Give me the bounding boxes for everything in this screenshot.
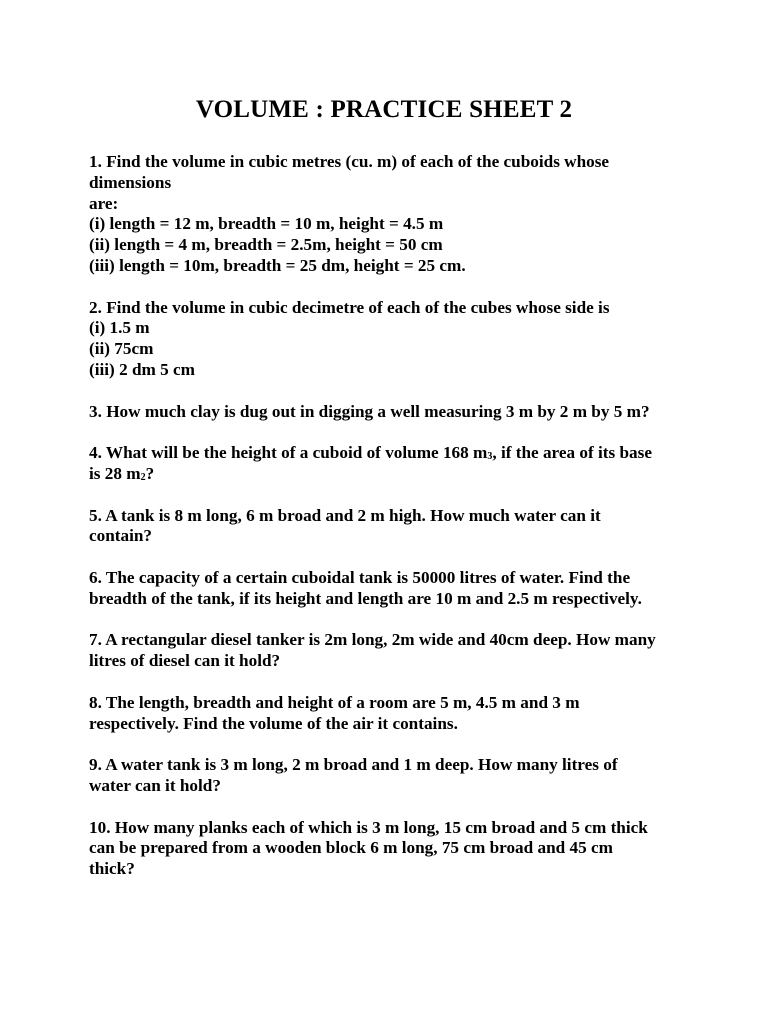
question-7-line-1: 7. A rectangular diesel tanker is 2m long, 2m wide and 40cm deep. How many [89,630,656,650]
question-7-line-2: litres of diesel can it hold? [89,651,281,671]
question-4-line-2-text: is 28 m [89,463,141,483]
question-10-line-3: thick? [89,859,135,879]
question-2 [89,298,689,381]
question-9 [89,755,689,797]
question-10-line-1: 10. How many planks each of which is 3 m long, 15 cm broad and 5 cm thick [89,817,648,837]
question-5 [89,506,689,548]
question-2-line-1: 2. Find the volume in cubic decimetre of each of the cubes whose side is [89,297,610,317]
page-title: VOLUME : PRACTICE SHEET 2 [195,96,573,123]
question-6-line-2: breadth of the tank, if its height and length are 10 m and 2.5 m respectively. [89,588,642,608]
question-8-line-1: 8. The length, breadth and height of a room are 5 m, 4.5 m and 3 m [89,692,580,712]
cubic-exponent: 3 [487,451,493,463]
question-9-line-1: 9. A water tank is 3 m long, 2 m broad and 1 m deep. How many litres of [89,755,618,775]
question-1-part-i: (i) length = 12 m, breadth = 10 m, height = 4.5 m [89,214,444,234]
question-4-line-1 [89,443,689,464]
question-4 [89,443,689,485]
question-4-line-1-text: 4. What will be the height of a cuboid of volume 168 m [89,443,488,463]
question-1-part-iii: (iii) length = 10m, breadth = 25 dm, height = 25 cm. [89,255,466,275]
question-3 [89,402,689,423]
question-1 [89,152,689,277]
question-1-line-1: 1. Find the volume in cubic metres (cu. m) of each of the cuboids whose [89,152,610,171]
question-list [89,152,689,901]
question-1-line-2: dimensions [89,172,172,192]
question-10 [89,818,689,880]
question-4-line-1-rest: , if the area of its base [492,443,652,463]
question-6 [89,568,689,610]
question-1-part-ii: (ii) length = 4 m, breadth = 2.5m, height = 50 cm [89,235,443,255]
question-10-line-2: can be prepared from a wooden block 6 m long, 75 cm broad and 45 cm [89,838,613,858]
question-9-line-2: water can it hold? [89,775,221,795]
question-4-line-2-rest: ? [145,463,155,483]
question-4-line-2 [89,464,689,485]
question-5-line-1: 5. A tank is 8 m long, 6 m broad and 2 m high. How much water can it [89,505,601,525]
question-2-part-iii: (iii) 2 dm 5 cm [89,359,195,379]
square-exponent: 2 [140,471,146,483]
question-2-part-i: (i) 1.5 m [89,318,150,338]
question-8 [89,693,689,735]
question-1-line-3: are: [89,193,119,213]
question-5-line-2: contain? [89,526,153,546]
question-8-line-2: respectively. Find the volume of the air it contains. [89,713,458,733]
question-6-line-1: 6. The capacity of a certain cuboidal tank is 50000 litres of water. Find the [89,567,631,587]
question-7 [89,630,689,672]
question-2-part-ii: (ii) 75cm [89,339,154,359]
question-3-line-1: 3. How much clay is dug out in digging a well measuring 3 m by 2 m by 5 m? [89,401,650,421]
